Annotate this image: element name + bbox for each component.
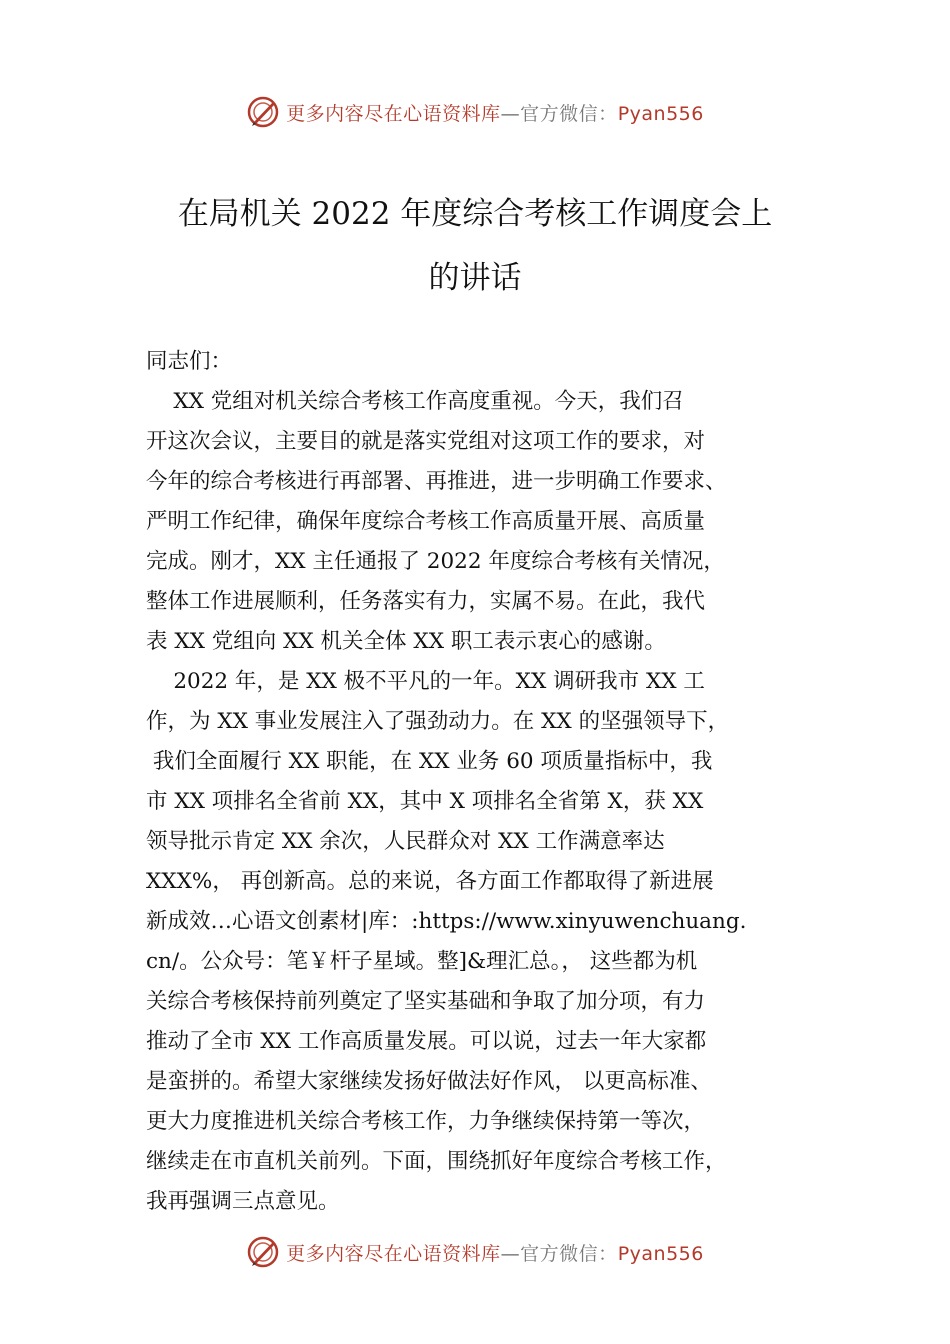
banner-main-text: 更多内容尽在心语资料库 <box>286 1242 501 1265</box>
banner-text <box>286 99 704 126</box>
body-line: XX 党组对机关综合考核工作高度重视。今天，我们召 <box>146 389 684 414</box>
body-line: 同志们： <box>146 349 233 374</box>
banner-account: Pyan556 <box>617 1242 704 1265</box>
pen-logo-icon <box>246 95 280 129</box>
body-line: 2022 年，是 XX 极不平凡的一年。XX 调研我市 XX 工 <box>146 669 705 694</box>
pen-logo-icon <box>246 1235 280 1269</box>
body-line: 表 XX 党组向 XX 机关全体 XX 职工表示衷心的感谢。 <box>146 629 666 654</box>
banner-separator: — <box>500 102 521 125</box>
body-line: 整体工作进展顺利，任务落实有力，实属不易。在此，我代 <box>146 589 706 614</box>
body-line: 推动了全市 XX 工作高质量发展。可以说，过去一年大家都 <box>146 1029 707 1054</box>
body-line: 作，为 XX 事业发展注入了强劲动力。在 XX 的坚强领导下， <box>146 709 730 734</box>
body-line: 关综合考核保持前列奠定了坚实基础和争取了加分项，有力 <box>146 989 706 1014</box>
body-line: 新成效…心语文创素材|库：:https://www.xinyuwenchuang. <box>146 909 747 934</box>
body-line: XXX%， 再创新高。总的来说，各方面工作都取得了新进展 <box>146 869 714 894</box>
banner-main-text: 更多内容尽在心语资料库 <box>286 102 501 125</box>
document-title-line-1: 在局机关 2022 年度综合考核工作调度会上 <box>177 196 773 232</box>
body-line: 领导批示肯定 XX 余次，人民群众对 XX 工作满意率达 <box>146 829 665 854</box>
banner-separator: — <box>500 1242 521 1265</box>
body-line: 我们全面履行 XX 职能，在 XX 业务 60 项质量指标中，我 <box>146 749 713 774</box>
body-line: 更大力度推进机关综合考核工作，力争继续保持第一等次， <box>146 1109 706 1134</box>
body-line: cn/。公众号：笔￥杆子星域。整]&理汇总。， 这些都为机 <box>146 949 698 974</box>
body-line: 严明工作纪律，确保年度综合考核工作高质量开展、高质量 <box>146 509 706 534</box>
banner-wechat-label: 官方微信： <box>520 1242 618 1265</box>
body-line: 今年的综合考核进行再部署、再推进，进一步明确工作要求、 <box>146 469 727 494</box>
body-line: 我再强调三点意见。 <box>146 1189 340 1214</box>
banner-wechat-label: 官方微信： <box>520 102 618 125</box>
banner-text <box>286 1239 704 1266</box>
top-banner <box>0 92 950 132</box>
banner-account: Pyan556 <box>617 102 704 125</box>
bottom-banner <box>0 1232 950 1272</box>
body-line: 市 XX 项排名全省前 XX，其中 X 项排名全省第 X，获 XX <box>146 789 704 814</box>
body-line: 继续走在市直机关前列。下面，围绕抓好年度综合考核工作， <box>146 1149 727 1174</box>
body-line: 开这次会议，主要目的就是落实党组对这项工作的要求，对 <box>146 429 706 454</box>
body-line: 完成。刚才，XX 主任通报了 2022 年度综合考核有关情况， <box>146 549 725 574</box>
document-title-line-2: 的讲话 <box>428 260 522 296</box>
body-line: 是蛮拼的。希望大家继续发扬好做法好作风， 以更高标准、 <box>146 1069 712 1094</box>
